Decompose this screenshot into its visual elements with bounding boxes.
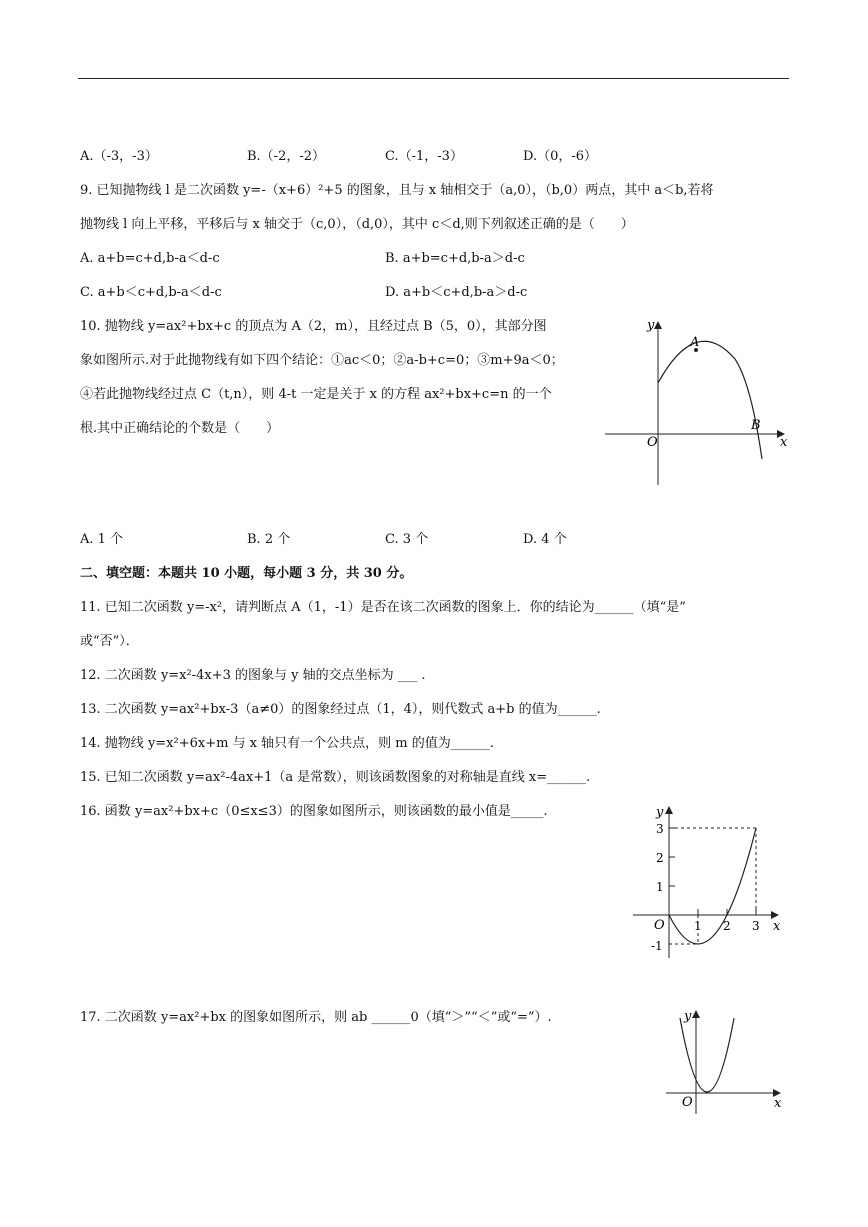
q10-y-arrow <box>654 321 662 329</box>
q10-option-a: A. 1 个 <box>80 532 124 547</box>
q16-y-arrow <box>665 806 673 814</box>
q10-option-d: D. 4 个 <box>523 532 567 547</box>
q10-point-a-label: A <box>690 335 700 350</box>
q10-parabola-graph <box>605 315 790 490</box>
q9-option-d: D. a+b＜c+d,b-a＞d-c <box>385 285 528 300</box>
section-2-heading: 二、填空题：本题共 10 小题，每小题 3 分，共 30 分。 <box>80 566 413 581</box>
q10-stem-line1: 10. 抛物线 y=ax²+bx+c 的顶点为 A（2，m），且经过点 B（5，0），其部分图 <box>80 319 547 334</box>
q9-stem-line2: 抛物线 l 向上平移，平移后与 x 轴交于（c,0），（d,0），其中 c＜d,则下列叙述正确的是（ ） <box>80 217 634 232</box>
q10-stem-line3: ④若此抛物线经过点 C（t,n），则 4-t 一定是关于 x 的方程 ax²+bx+c=n 的一个 <box>80 387 552 402</box>
q10-stem-line4: 根.其中正确结论的个数是（ ） <box>80 421 280 436</box>
q15-stem: 15. 已知二次函数 y=ax²-4ax+1（a 是常数），则该函数图象的对称轴是直线 x=______. <box>80 770 591 785</box>
q16-function-graph <box>625 800 790 965</box>
q16-x-arrow <box>771 911 779 919</box>
q13-stem: 13. 二次函数 y=ax²+bx-3（a≠0）的图象经过点（1，4），则代数式 a+b 的值为______. <box>80 702 601 717</box>
q16-y-label: y <box>656 805 664 820</box>
q8-option-d: D.（0，-6） <box>523 149 598 164</box>
q17-y-label: y <box>684 1009 692 1024</box>
q10-parabola-curve <box>658 341 762 459</box>
q16-xtick-label-3: 3 <box>752 919 760 933</box>
q17-parabola-curve <box>680 1018 734 1092</box>
q14-stem: 14. 抛物线 y=x²+6x+m 与 x 轴只有一个公共点，则 m 的值为______. <box>80 736 494 751</box>
q12-stem: 12. 二次函数 y=x²-4x+3 的图象与 y 轴的交点坐标为 ___ . <box>80 668 426 683</box>
q16-x-label: x <box>773 919 781 934</box>
q17-stem: 17. 二次函数 y=ax²+bx 的图象如图所示，则 ab ______0（填“＞”“＜”或“=”）. <box>80 1010 552 1025</box>
q10-y-label: y <box>647 318 655 333</box>
q10-x-label: x <box>780 435 788 450</box>
q9-option-b: B. a+b=c+d,b-a＞d-c <box>385 251 525 266</box>
q8-option-a: A.（-3，-3） <box>80 149 158 164</box>
q8-option-b: B.（-2，-2） <box>247 149 326 164</box>
q10-point-b-label: B <box>751 418 761 433</box>
q16-origin-label: O <box>654 918 665 933</box>
q10-option-b: B. 2 个 <box>247 532 291 547</box>
q9-stem-line1: 9. 已知抛物线 l 是二次函数 y=-（x+6）²+5 的图象，且与 x 轴相交于（a,0），（b,0）两点，其中 a＜b,若将 <box>80 183 714 198</box>
q17-x-label: x <box>774 1096 782 1111</box>
q16-xtick-label-1: 1 <box>694 919 702 933</box>
q8-option-c: C.（-1，-3） <box>385 149 463 164</box>
q11-stem-line1: 11. 已知二次函数 y=-x²，请判断点 A（1，-1）是否在该二次函数的图象上．你的结论为______（填“是” <box>80 600 686 615</box>
q16-stem: 16. 函数 y=ax²+bx+c（0≤x≤3）的图象如图所示，则该函数的最小值是_____. <box>80 804 548 819</box>
q10-origin-label: O <box>647 435 658 450</box>
q16-ytick-label-3: 3 <box>656 822 664 836</box>
q17-y-arrow <box>692 1010 700 1018</box>
q10-stem-line2: 象如图所示.对于此抛物线有如下四个结论：①ac＜0；②a-b+c=0；③m+9a＜0； <box>80 353 564 368</box>
q17-parabola-graph <box>662 1006 790 1118</box>
q10-option-c: C. 3 个 <box>385 532 429 547</box>
q16-curve <box>669 828 756 944</box>
q16-ytick-label-2: 2 <box>656 851 664 865</box>
q16-ytick-label-neg1: -1 <box>651 939 663 953</box>
q16-xtick-label-2: 2 <box>723 919 731 933</box>
q16-ytick-label-1: 1 <box>656 880 664 894</box>
q11-stem-line2: 或“否”）． <box>80 634 139 649</box>
q9-option-c: C. a+b＜c+d,b-a＜d-c <box>80 285 222 300</box>
q9-option-a: A. a+b=c+d,b-a＜d-c <box>80 251 220 266</box>
q17-origin-label: O <box>682 1095 693 1110</box>
header-rule <box>78 78 789 79</box>
